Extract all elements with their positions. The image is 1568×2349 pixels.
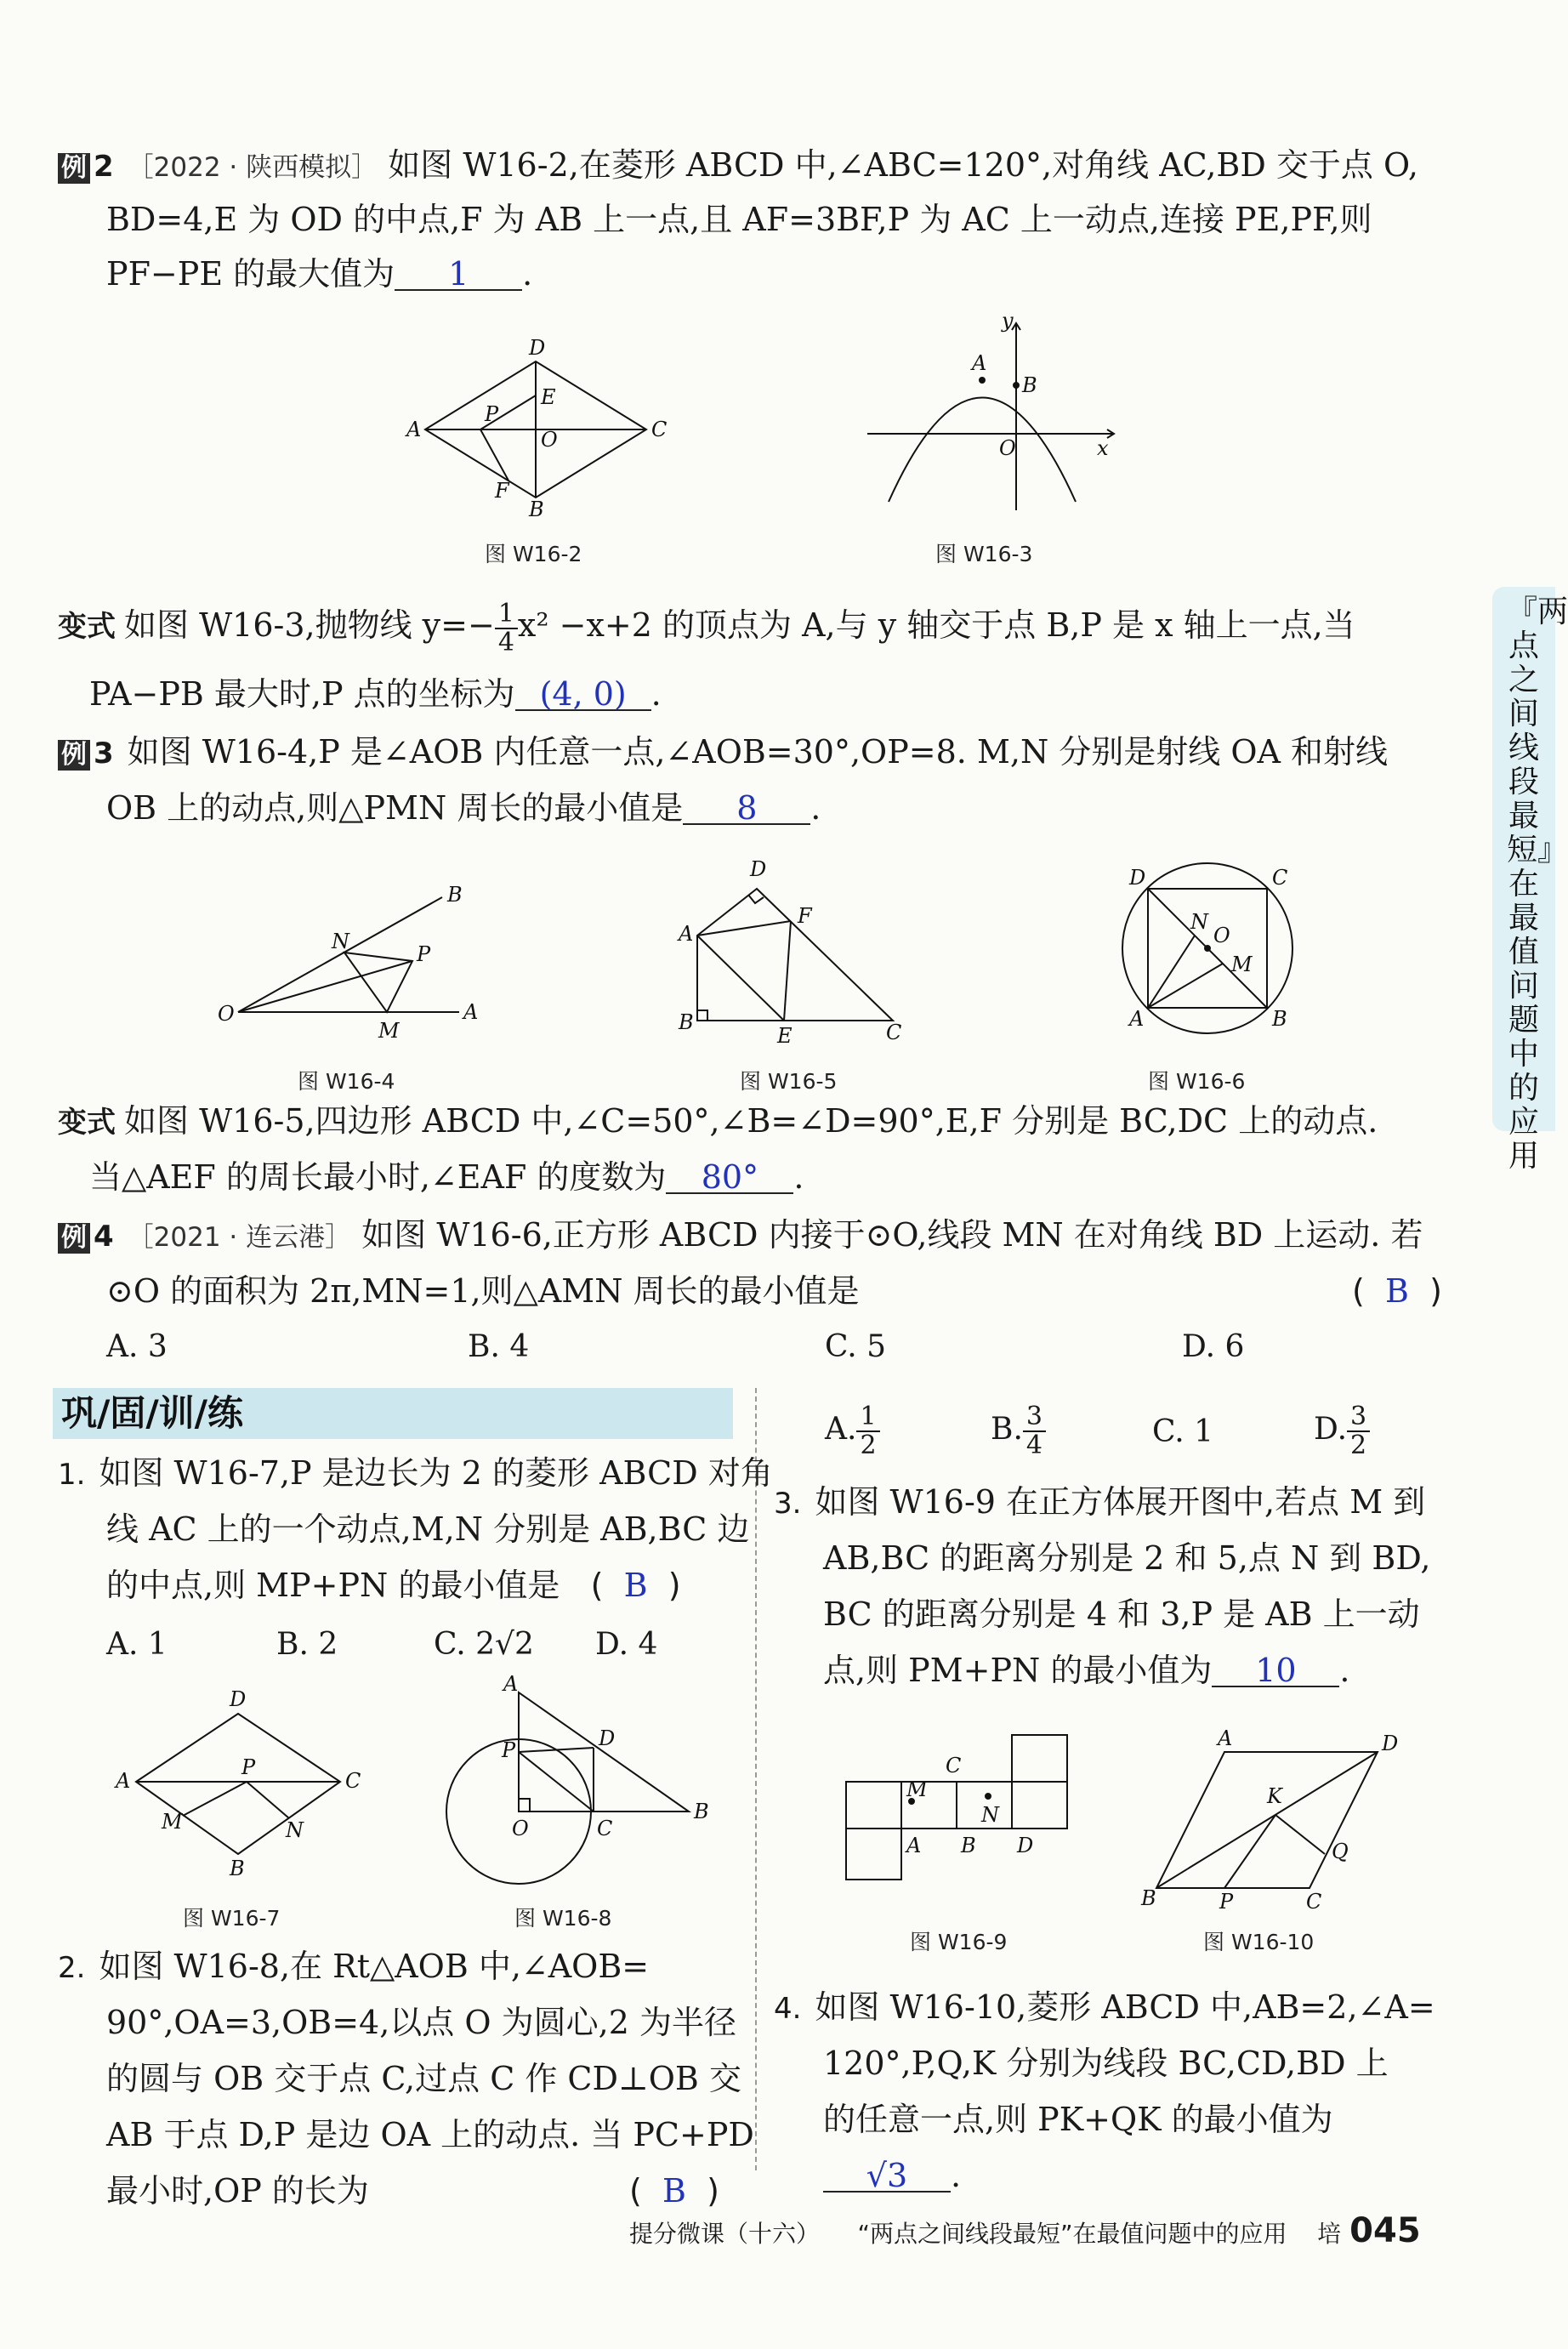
fig6-label-b: B	[1272, 1007, 1287, 1031]
fig5-seg-ef	[784, 921, 791, 1021]
fig6-center	[1205, 946, 1210, 951]
ex4-answer: B	[1385, 1272, 1409, 1310]
ex3-end: .	[810, 789, 821, 827]
q3-end: .	[1339, 1652, 1350, 1689]
footer-prefix: 培	[1317, 2220, 1342, 2248]
fig8-label-o: O	[512, 1817, 529, 1840]
fig9-label-d: D	[1017, 1834, 1034, 1857]
q2-option-d-label: D.	[1314, 1412, 1348, 1447]
var2-line1	[58, 1099, 1378, 1145]
ex3-line2	[106, 786, 821, 830]
fig5-caption: 图 W16-5	[740, 1069, 838, 1094]
q1-option-c: C. 2√2	[434, 1627, 534, 1662]
fig4-label-o: O	[218, 1002, 235, 1026]
ex2-source: ［2022 · 陕西模拟］	[127, 152, 378, 183]
fig3-label-x: x	[1097, 436, 1109, 460]
figure-w16-9	[842, 1718, 1080, 1914]
fig6-label-d: D	[1129, 866, 1146, 890]
q2-option-a	[825, 1403, 880, 1459]
fig3-label-o: O	[999, 436, 1016, 460]
q4-line2: 120°,P,Q,K 分别为线段 BC,CD,BD 上	[823, 2045, 1389, 2082]
q2-line5: 最小时,OP 的长为	[106, 2172, 369, 2210]
q2-option-d-den: 2	[1350, 1430, 1367, 1460]
q1-line1	[58, 1451, 773, 1497]
q1-text3: 的中点,则 MP+PN 的最小值是	[106, 1567, 560, 1604]
fig10-label-b: B	[1141, 1886, 1156, 1910]
fig3-parabola	[889, 398, 1076, 503]
q2-num: 2.	[58, 1951, 86, 1985]
fig5-label-b: B	[679, 1010, 694, 1034]
ex4-source: ［2021 · 连云港］	[127, 1222, 352, 1253]
q3-text1: 如图 W16-9 在正方体展开图中,若点 M 到	[815, 1483, 1426, 1521]
q2-line1	[58, 1944, 649, 1990]
ex2-line3	[106, 252, 532, 296]
figure-w16-3	[859, 310, 1131, 515]
section-title: 巩/固/训/练	[61, 1392, 244, 1434]
q3-line1	[774, 1480, 1425, 1526]
var1-text1a: 如图 W16-3,抛物线 y=−	[124, 606, 495, 644]
fig7-seg-pn	[247, 1782, 289, 1818]
var2-text1: 如图 W16-5,四边形 ABCD 中,∠C=50°,∠B=∠D=90°,E,F 分别是 BC,DC 上的动点.	[124, 1102, 1378, 1140]
fig7-label-m: M	[162, 1810, 183, 1834]
fig8-label-p: P	[502, 1738, 516, 1762]
fig4-label-n: N	[332, 930, 349, 953]
fig6-seg-am	[1148, 964, 1223, 1008]
var1-answer-blank	[515, 672, 651, 711]
section-header	[53, 1388, 733, 1439]
fig8-triangle	[519, 1692, 689, 1812]
var2-kw: 变式	[58, 1106, 116, 1140]
fig4-label-b: B	[447, 883, 463, 907]
ex4-line2: ⊙O 的面积为 2π,MN=1,则△AMN 周长的最小值是	[106, 1272, 860, 1310]
ex2-line2: BD=4,E 为 OD 的中点,F 为 AB 上一点,且 AF=3BF,P 为 AC 上一动点,连接 PE,PF,则	[106, 201, 1372, 238]
ex3-answer-blank	[683, 786, 810, 825]
figure-w16-10	[1139, 1726, 1403, 1914]
var1-frac-den: 4	[497, 627, 514, 657]
ex4-option-b: B. 4	[468, 1329, 530, 1364]
q3-answer-blank	[1212, 1648, 1339, 1687]
fig8-label-b: B	[694, 1800, 709, 1823]
fig2-label-o: O	[541, 428, 558, 452]
var1-line1	[58, 595, 1355, 657]
fig9-point-n	[986, 1794, 991, 1799]
ex2-end: .	[522, 255, 533, 293]
fig8-right-angle	[519, 1799, 530, 1812]
ex2-text1: 如图 W16-2,在菱形 ABCD 中,∠ABC=120°,对角线 AC,BD 交于点 O,	[388, 146, 1418, 184]
q2-option-b-label: B.	[991, 1412, 1023, 1447]
q2-option-d	[1314, 1403, 1370, 1459]
fig8-seg-pd	[519, 1748, 594, 1752]
q1-line2: 线 AC 上的一个动点,M,N 分别是 AB,BC 边	[106, 1510, 750, 1548]
ex4-text1: 如图 W16-6,正方形 ABCD 内接于⊙O,线段 MN 在对角线 BD 上运动. 若	[361, 1216, 1423, 1254]
figure-w16-2	[400, 336, 689, 523]
ex2-tag: 例	[58, 153, 90, 184]
fig4-label-m: M	[378, 1019, 400, 1043]
q2-option-a-num: 1	[856, 1403, 879, 1432]
ex3-text2: OB 上的动点,则△PMN 周长的最小值是	[106, 789, 684, 827]
var1-answer: (4, 0)	[539, 675, 627, 713]
fig8-label-a: A	[503, 1672, 519, 1696]
fig6-label-o: O	[1213, 924, 1230, 947]
q4-num: 4.	[774, 1992, 802, 2026]
q2-option-a-frac	[856, 1403, 879, 1459]
ex3-line1	[58, 730, 1388, 776]
ex3-text1: 如图 W16-4,P 是∠AOB 内任意一点,∠AOB=30°,OP=8. M,N 分别是射线 OA 和射线	[127, 733, 1389, 771]
fig10-seg-kq	[1275, 1815, 1325, 1854]
fig8-label-c: C	[597, 1817, 613, 1840]
ex2-answer: 1	[448, 255, 469, 293]
q2-option-b-den: 4	[1025, 1430, 1042, 1460]
fig2-label-p: P	[485, 402, 499, 426]
q3-line2: AB,BC 的距离分别是 2 和 5,点 N 到 BD,	[823, 1539, 1431, 1577]
q1-option-a: A. 1	[106, 1627, 168, 1662]
var1-text2: PA−PB 最大时,P 点的坐标为	[89, 675, 515, 713]
q2-option-b-frac	[1023, 1403, 1046, 1459]
fig6-label-c: C	[1272, 866, 1288, 890]
side-chapter-tab	[1492, 587, 1568, 1174]
q4-answer: √3	[866, 2157, 908, 2194]
fig7-label-n: N	[286, 1818, 304, 1842]
fig5-right-angle-b	[697, 1010, 707, 1021]
fig9-caption: 图 W16-9	[910, 1930, 1008, 1954]
q3-line3: BC 的距离分别是 4 和 3,P 是 AB 上一动	[823, 1595, 1420, 1633]
ex3-num: 3	[94, 737, 114, 771]
fig10-label-q: Q	[1332, 1840, 1349, 1863]
var1-line2	[89, 672, 662, 716]
fig7-label-b: B	[230, 1857, 245, 1880]
q1-text1: 如图 W16-7,P 是边长为 2 的菱形 ABCD 对角	[99, 1454, 773, 1492]
ex4-option-c: C. 5	[825, 1329, 887, 1364]
ex4-line1	[58, 1213, 1423, 1260]
q1-line3: 的中点,则 MP+PN 的最小值是 ( B )	[106, 1567, 681, 1604]
fig9-top-face	[1012, 1735, 1067, 1782]
q2-option-a-label: A.	[825, 1412, 857, 1447]
side-tab-text: 『两点之间线段最短』在最值问题中的应用	[1507, 594, 1568, 1174]
fig7-label-d: D	[230, 1687, 247, 1711]
fig6-caption: 图 W16-6	[1148, 1069, 1246, 1094]
q2-option-d-frac	[1347, 1403, 1370, 1459]
q2-option-c: C. 1	[1152, 1414, 1214, 1449]
q2-option-d-num: 3	[1347, 1403, 1370, 1432]
fig5-label-f: F	[798, 904, 812, 928]
fig5-label-a: A	[679, 922, 694, 946]
q1-option-d: D. 4	[595, 1627, 658, 1662]
fig10-label-a: A	[1218, 1726, 1233, 1750]
fig2-label-b: B	[529, 498, 544, 521]
fig4-label-a: A	[463, 1000, 479, 1024]
q2-option-a-den: 2	[860, 1430, 877, 1460]
var1-kw: 变式	[58, 610, 116, 644]
fig5-label-c: C	[886, 1021, 902, 1044]
var2-answer: 80°	[701, 1158, 759, 1196]
fig5-label-d: D	[750, 857, 767, 881]
ex3-tag: 例	[58, 740, 90, 771]
ex4-paren: ( B )	[1352, 1272, 1442, 1310]
fig4-ray-ob	[238, 897, 442, 1012]
fig10-label-p: P	[1219, 1890, 1234, 1914]
fig7-label-a: A	[116, 1769, 131, 1793]
var1-frac-num: 1	[495, 600, 518, 629]
q4-line3: 的任意一点,则 PK+QK 的最小值为	[823, 2101, 1333, 2138]
page-number: 045	[1349, 2211, 1421, 2250]
fig7-seg-mp	[183, 1782, 247, 1816]
fig3-point-a	[980, 378, 985, 383]
q4-answer-blank	[823, 2153, 951, 2193]
figure-w16-8	[442, 1667, 714, 1888]
ex2-text3: PF−PE 的最大值为	[106, 255, 395, 293]
ex4-tag: 例	[58, 1223, 90, 1254]
fig10-label-k: K	[1267, 1784, 1282, 1808]
ex2-num: 2	[94, 150, 114, 184]
fig4-label-p: P	[417, 942, 431, 966]
fig5-seg-ae	[697, 936, 784, 1021]
ex3-answer: 8	[736, 789, 758, 827]
fig10-caption: 图 W16-10	[1203, 1930, 1315, 1954]
fig2-label-d: D	[529, 336, 546, 360]
ex2-line1	[58, 143, 1418, 190]
fig5-right-angle-d	[748, 895, 764, 903]
fig9-label-c: C	[946, 1754, 962, 1777]
var1-text1b: x² −x+2 的顶点为 A,与 y 轴交于点 B,P 是 x 轴上一点,当	[517, 606, 1355, 644]
fig5-label-e: E	[777, 1024, 793, 1048]
fig6-seg-an	[1148, 936, 1195, 1008]
fig10-label-c: C	[1306, 1890, 1322, 1914]
fig3-label-a: A	[972, 351, 987, 375]
fig2-label-f: F	[495, 479, 509, 503]
ex4-option-d: D. 6	[1182, 1329, 1245, 1364]
fig8-label-d: D	[599, 1726, 616, 1750]
figure-w16-7	[111, 1684, 366, 1888]
fig7-label-p: P	[241, 1755, 256, 1779]
fig6-label-m: M	[1231, 953, 1253, 976]
fig7-caption: 图 W16-7	[183, 1906, 281, 1931]
q2-option-b-num: 3	[1023, 1403, 1046, 1432]
ex4-option-a: A. 3	[106, 1329, 168, 1364]
q2-line4: AB 于点 D,P 是边 OA 上的动点. 当 PC+PD	[106, 2116, 754, 2153]
ex2-answer-blank	[395, 252, 522, 291]
column-divider	[755, 1388, 757, 2170]
q2-text1: 如图 W16-8,在 Rt△AOB 中,∠AOB=	[99, 1948, 650, 1985]
fig9-label-n: N	[981, 1803, 999, 1827]
figure-w16-4	[213, 876, 485, 1046]
q3-num: 3.	[774, 1487, 802, 1521]
fig10-seg-pk	[1224, 1815, 1275, 1888]
fig2-label-a: A	[406, 418, 422, 441]
fig5-seg-af	[697, 921, 791, 936]
fig2-caption: 图 W16-2	[485, 542, 582, 566]
fig4-caption: 图 W16-4	[298, 1069, 395, 1094]
q2-line2: 90°,OA=3,OB=4,以点 O 为圆心,2 为半径	[106, 2004, 736, 2041]
fig3-label-y: y	[1002, 309, 1014, 333]
figure-w16-5	[663, 850, 910, 1046]
q2-line3: 的圆与 OB 交于点 C,过点 C 作 CD⊥OB 交	[106, 2060, 741, 2097]
fig9-bottom-face	[846, 1829, 901, 1880]
q3-answer: 10	[1255, 1652, 1297, 1689]
fig2-label-c: C	[651, 418, 668, 441]
q4-line1	[774, 1985, 1435, 2031]
fig4-triangle-pmn	[344, 953, 412, 1012]
fig7-label-c: C	[345, 1769, 361, 1793]
q2-paren: ( B )	[629, 2172, 719, 2210]
q4-text1: 如图 W16-10,菱形 ABCD 中,AB=2,∠A=	[815, 1988, 1435, 2026]
fig3-label-b: B	[1022, 373, 1037, 397]
fig6-label-a: A	[1129, 1007, 1145, 1031]
fig10-label-d: D	[1382, 1732, 1399, 1755]
fig6-label-n: N	[1190, 910, 1208, 934]
footer-left: 提分微课（十六）	[629, 2220, 821, 2248]
fig2-label-e: E	[541, 385, 556, 409]
footer-title: “两点之间线段最短”在最值问题中的应用	[857, 2220, 1287, 2248]
q4-end: .	[951, 2157, 962, 2194]
fig8-caption: 图 W16-8	[514, 1906, 612, 1931]
q1-answer: B	[623, 1567, 648, 1604]
q3-line4	[823, 1648, 1349, 1692]
var2-text2: 当△AEF 的周长最小时,∠EAF 的度数为	[89, 1158, 667, 1196]
fig3-caption: 图 W16-3	[935, 542, 1033, 566]
var1-end: .	[650, 675, 662, 713]
q1-num: 1.	[58, 1458, 86, 1492]
fig9-label-b: B	[961, 1834, 976, 1857]
var2-end: .	[793, 1158, 804, 1196]
fig9-label-m: M	[906, 1777, 928, 1801]
figure-w16-6	[1097, 850, 1318, 1046]
ex4-num: 4	[94, 1220, 114, 1254]
q2-option-b	[991, 1403, 1046, 1459]
var2-answer-blank	[666, 1155, 793, 1194]
var1-fraction	[495, 600, 518, 657]
q3-text4: 点,则 PM+PN 的最小值为	[823, 1652, 1213, 1689]
fig5-quad	[697, 889, 893, 1021]
q1-option-b: B. 2	[276, 1627, 338, 1662]
page-footer	[629, 2211, 1421, 2250]
fig4-seg-op	[238, 961, 412, 1012]
fig3-point-b	[1014, 383, 1019, 388]
q4-line4	[823, 2153, 961, 2198]
var2-line2	[89, 1155, 804, 1199]
q2-answer: B	[662, 2172, 686, 2210]
fig9-label-a: A	[906, 1834, 922, 1857]
